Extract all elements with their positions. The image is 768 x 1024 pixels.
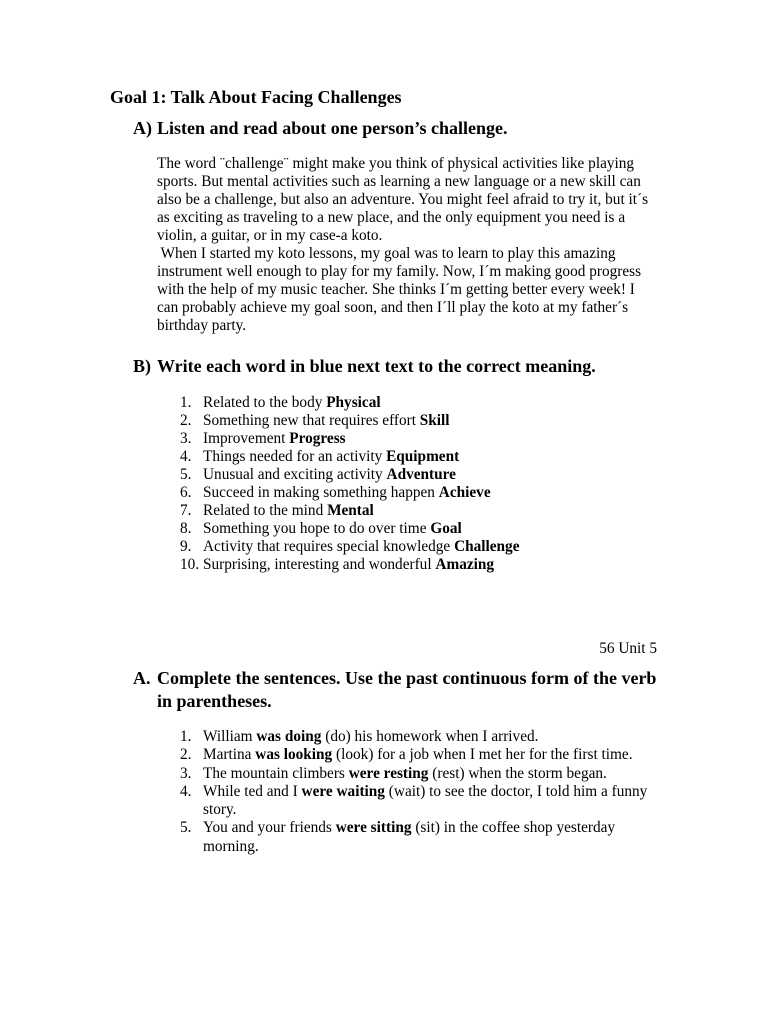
page-number: 56 Unit 5 — [599, 640, 657, 657]
list-number: 1. — [180, 394, 192, 411]
vocabulary-word: Equipment — [386, 448, 460, 465]
paragraph-line: sports. But mental activities such as learning a new language or a new skill can — [157, 173, 641, 190]
definition: Things needed for an activity — [203, 448, 383, 465]
list-item — [180, 430, 660, 448]
sentence-start: William — [203, 728, 253, 745]
list-number: 4. — [180, 448, 192, 465]
list-number: 7. — [180, 502, 192, 519]
list-number: 2. — [180, 412, 192, 429]
list-item — [180, 466, 660, 484]
list-item-continuation — [180, 801, 660, 819]
vocabulary-word: Progress — [289, 430, 346, 447]
sentence-end: (look) for a job when I met her for the first time. — [336, 746, 633, 764]
sentence-start: You and your friends — [203, 819, 332, 837]
paragraph-line: can probably achieve my goal soon, and then I´ll play the koto at my father´s — [157, 299, 629, 316]
vocabulary-word: Mental — [327, 502, 374, 519]
section-c-heading — [133, 667, 693, 713]
exercise-list — [180, 728, 660, 856]
list-item-continuation — [180, 838, 660, 856]
list-number: 6. — [180, 484, 192, 501]
list-number: 8. — [180, 520, 192, 537]
list-number: 10. — [180, 556, 200, 573]
paragraph-line: When I started my koto lessons, my goal was to learn to play this amazing — [157, 245, 616, 262]
list-item — [180, 502, 660, 520]
definition: Succeed in making something happen — [203, 484, 435, 501]
sentence-end: (do) his homework when I arrived. — [325, 728, 539, 745]
reading-paragraph — [157, 155, 648, 335]
sentence-end: (sit) in the coffee shop yesterday — [415, 819, 616, 837]
list-item — [180, 556, 660, 574]
list-item — [180, 819, 660, 837]
section-a-marker: A) — [133, 118, 152, 138]
vocabulary-word: Challenge — [454, 538, 520, 555]
section-b-heading — [133, 355, 693, 377]
list-number: 5. — [180, 466, 192, 483]
answer-verb: were resting — [348, 764, 429, 782]
definition: Improvement — [203, 430, 286, 447]
paragraph-line: as exciting as traveling to a new place, and the only equipment you need is a — [157, 209, 626, 226]
section-c-heading-line: in parentheses. — [157, 691, 272, 711]
list-number: 2. — [180, 746, 192, 764]
section-c-heading-line: Complete the sentences. Use the past continuous form of the verb — [157, 668, 657, 688]
list-item — [180, 484, 660, 502]
definition: Surprising, interesting and wonderful — [203, 556, 432, 573]
sentence-continuation: morning. — [203, 837, 259, 855]
sentence-start: Martina — [203, 746, 252, 764]
paragraph-line: instrument well enough to play for my family. Now, I´m making good progress — [157, 263, 642, 280]
definition: Activity that requires special knowledge — [203, 538, 451, 555]
list-number: 3. — [180, 764, 192, 782]
paragraph-line: birthday party. — [157, 317, 247, 334]
list-number: 1. — [180, 728, 192, 745]
definition: Unusual and exciting activity — [203, 466, 383, 483]
list-item — [180, 765, 660, 783]
paragraph-line: also be a challenge, but also an adventure. You might feel afraid to try it, but it´s — [157, 191, 649, 208]
definition: Related to the mind — [203, 502, 324, 519]
vocabulary-word: Adventure — [386, 466, 456, 483]
section-b-heading-text: Write each word in blue next text to the correct meaning. — [157, 356, 596, 376]
definition: Something new that requires effort — [203, 412, 416, 429]
vocabulary-list — [180, 394, 660, 574]
sentence-continuation: story. — [203, 801, 237, 819]
list-item — [180, 412, 660, 430]
answer-verb: were sitting — [335, 819, 412, 837]
section-c-marker: A. — [133, 668, 151, 688]
definition: Related to the body — [203, 394, 323, 411]
paragraph-line: with the help of my music teacher. She thinks I´m getting better every week! I — [157, 281, 635, 298]
list-item — [180, 394, 660, 412]
list-item — [180, 448, 660, 466]
sentence-end: (rest) when the storm began. — [432, 764, 607, 782]
list-number: 9. — [180, 538, 192, 555]
sentence-start: While ted and I — [203, 782, 298, 800]
section-b-marker: B) — [133, 356, 151, 376]
vocabulary-word: Goal — [430, 520, 462, 537]
paragraph-line: The word ¨challenge¨ might make you think of physical activities like playing — [157, 155, 635, 172]
page-title: Goal 1: Talk About Facing Challenges — [110, 87, 402, 107]
list-item — [180, 783, 660, 801]
vocabulary-word: Physical — [326, 394, 381, 411]
vocabulary-word: Achieve — [438, 484, 491, 501]
sentence-end: (wait) to see the doctor, I told him a funny — [388, 782, 648, 800]
section-a-heading-text: Listen and read about one person’s challenge. — [157, 118, 508, 138]
list-item — [180, 728, 660, 746]
section-a-heading — [133, 117, 693, 139]
vocabulary-word: Skill — [419, 412, 450, 429]
vocabulary-word: Amazing — [435, 556, 495, 573]
answer-verb: were waiting — [301, 782, 385, 800]
list-item — [180, 538, 660, 556]
list-number: 5. — [180, 819, 192, 837]
sentence-start: The mountain climbers — [203, 764, 345, 782]
paragraph-line: violin, a guitar, or in my case-a koto. — [157, 227, 383, 244]
list-item — [180, 746, 660, 764]
list-number: 3. — [180, 430, 192, 447]
list-item — [180, 520, 660, 538]
answer-verb: was looking — [255, 746, 333, 764]
list-number: 4. — [180, 782, 192, 800]
answer-verb: was doing — [256, 728, 322, 745]
definition: Something you hope to do over time — [203, 520, 427, 537]
